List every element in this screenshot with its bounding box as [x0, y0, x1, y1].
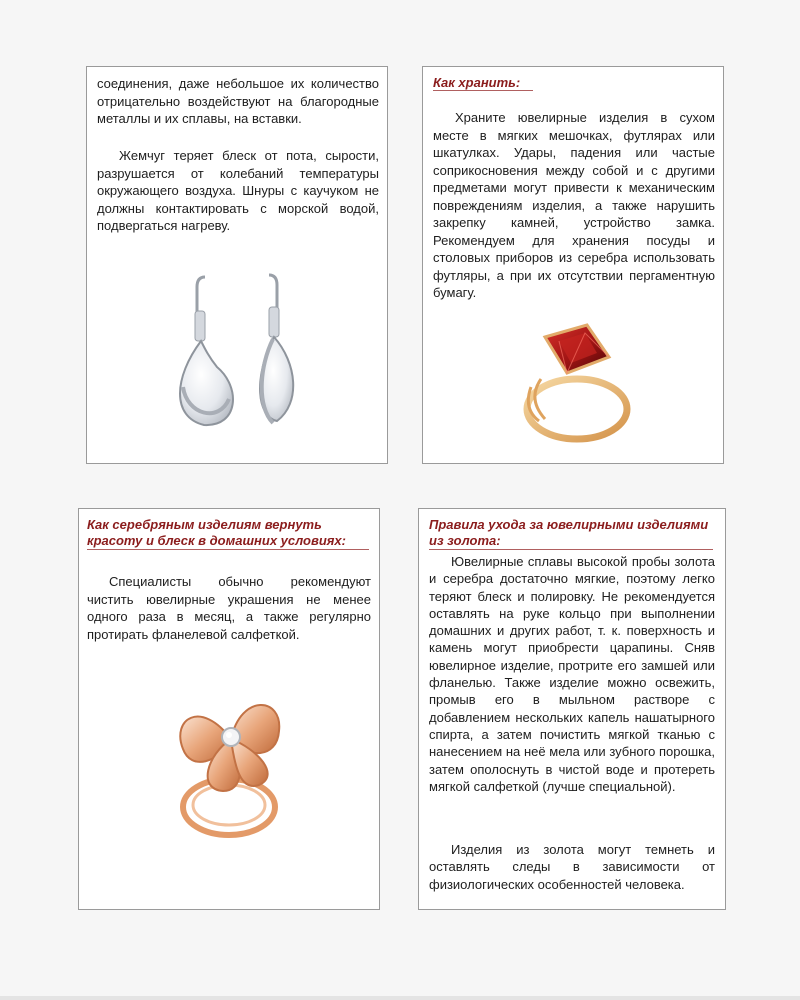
gold-care-paragraph-2: Изделия из золота могут темнеть и оставлять следы в зависимости от физиологических особенностей человека.	[429, 842, 715, 892]
storage-heading: Как хранить:	[433, 75, 533, 91]
card-gold-care	[418, 508, 726, 910]
card1-paragraph-1: соединения, даже небольшое их количество отрицательно воздействуют на благородные металлы и их сплавы, на вставки.	[97, 76, 379, 126]
gold-care-paragraph-1: Ювелирные сплавы высокой пробы золота и серебра достаточно мягкие, поэтому легко теряют блеск и полировку. Не рекомендуется оставлять на руке кольцо при выполнении домашних и других работ, т. к. поверхность и камень могут приобрести царапины. Сняв ювелирное изделие, протрите его замшей или фланелью. Также изделие можно освежить, промыв его в мыльном растворе с добавлением нескольких капель нашатырного спирта, а затем почистить мягкой тканью с нанесением на неё мела или зубного порошка, затем ополоснуть в чистой воде и протереть мягкой салфеткой (лучше специальной).	[429, 554, 715, 794]
storage-paragraph: Храните ювелирные изделия в сухом месте в мягких мешочках, футлярах или шкатулках. Удары, падения или частые соприкосновения между собой и с другими предметами могут привести к механическим повреждениям изделия, а также нарушить закрепку камней, устройство замка. Рекомендуем для хранения посуды и столовых приборов из серебра использовать футляры, а при их отсутствии пергаментную бумагу.	[433, 110, 715, 300]
page-bottom-edge	[0, 996, 800, 1000]
flower-ring-image	[161, 679, 301, 849]
gold-care-heading: Правила ухода за ювелирными изделиями из золота:	[429, 517, 713, 550]
card1-paragraph-2: Жемчуг теряет блеск от пота, сырости, разрушается от колебаний температуры окружающего воздуха. Шнуры с каучуком не должны контактировать с морской водой, подвергаться нагреву.	[97, 148, 379, 233]
silver-care-heading: Как серебряным изделиям вернуть красоту и блеск в домашних условиях:	[87, 517, 369, 550]
card-silver-care	[78, 508, 380, 910]
card-storage	[422, 66, 724, 464]
card-pearl-care	[86, 66, 388, 464]
earrings-image	[169, 267, 309, 437]
silver-care-paragraph: Специалисты обычно рекомендуют чистить ювелирные украшения не менее одного раза в месяц, а также регулярно протирать фланелевой салфеткой.	[87, 574, 371, 642]
garnet-ring-image	[515, 317, 635, 447]
